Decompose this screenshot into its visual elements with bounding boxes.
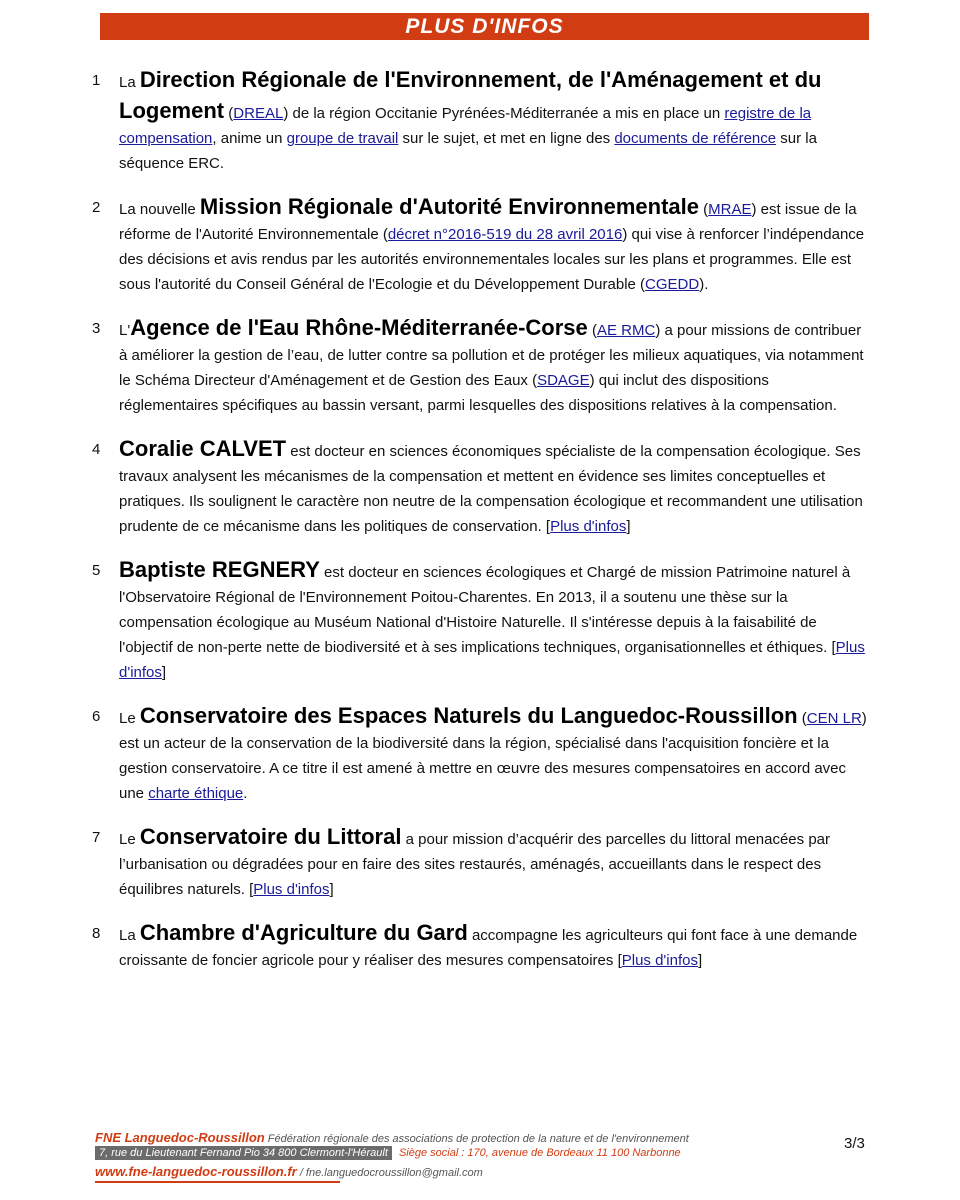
list-item — [92, 433, 872, 539]
item-number: 5 — [92, 562, 101, 579]
list-item — [92, 917, 872, 973]
reference-link[interactable]: Plus d'infos — [119, 639, 865, 681]
reference-link[interactable]: Plus d'infos — [253, 881, 330, 898]
reference-link[interactable]: groupe de travail — [286, 130, 399, 147]
list-item — [92, 554, 872, 685]
text-segment: ) est un acteur de la conservation de la biodiversité dans la région, spécialisé dans l'acquisition foncière et la gestion conservatoire. A ce titre il est amené à mettre en œuvre des mesures compensatoires en accord avec une — [119, 710, 867, 802]
entity-name: Direction Régionale de l'Environnement, de l'Aménagement et du Logement — [119, 67, 822, 123]
text-segment: La nouvelle — [119, 201, 200, 218]
reference-link[interactable]: registre de la compensation — [119, 105, 812, 147]
reference-link[interactable]: décret n°2016-519 du 28 avril 2016 — [387, 226, 623, 243]
text-segment: ( — [224, 105, 234, 122]
footer-underline — [95, 1181, 340, 1183]
text-segment: a pour mission d’acquérir des parcelles du littoral menacées par l’urbanisation ou dégradées pour en faire des sites restaurés, aménagés, accueillants dans le respect des équilibres naturels. [ — [119, 831, 831, 898]
text-segment: ) qui vise à renforcer l’indépendance des décisions et avis rendus par les autorités environnementales locales sur les plans et programmes. Elle est sous l'autorité du Conseil Général de l'Ecologie et du Développement Durable ( — [119, 226, 865, 293]
reference-link[interactable]: DREAL — [233, 105, 284, 122]
item-text — [119, 312, 872, 418]
entity-name: Coralie CALVET — [119, 436, 287, 461]
text-segment: ] — [697, 952, 703, 969]
item-number: 2 — [92, 199, 101, 216]
entity-name: Mission Régionale d'Autorité Environnementale — [199, 194, 699, 219]
reference-link[interactable]: MRAE — [708, 201, 752, 218]
text-segment: ) a pour missions de contribuer à améliorer la gestion de l’eau, de lutter contre sa pollution et de protéger les milieux aquatiques, via notamment le Schéma Directeur d'Aménagement et de Gestion des Eaux ( — [119, 322, 864, 389]
item-number: 7 — [92, 829, 101, 846]
item-text — [119, 554, 872, 685]
item-text — [119, 64, 872, 176]
item-number: 8 — [92, 925, 101, 942]
text-segment: sur le sujet, et met en ligne des — [398, 130, 615, 147]
text-segment: ) qui inclut des dispositions réglementaires spécifiques au bassin versant, parmi lesquelles des dispositions relatives à la compensation. — [119, 372, 837, 414]
text-segment: ( — [797, 710, 807, 727]
item-number: 6 — [92, 708, 101, 725]
footer-org: FNE Languedoc-Roussillon — [95, 1130, 265, 1145]
text-segment: La — [119, 927, 140, 944]
item-number: 1 — [92, 72, 101, 89]
list-item — [92, 64, 872, 176]
list-item — [92, 191, 872, 297]
text-segment: ( — [587, 322, 597, 339]
entity-name: Agence de l'Eau Rhône-Méditerranée-Corse — [130, 315, 588, 340]
list-item — [92, 700, 872, 806]
list-item — [92, 312, 872, 418]
text-segment: sur la séquence ERC. — [119, 130, 817, 172]
reference-link[interactable]: AE RMC — [596, 322, 656, 339]
entity-name: Chambre d'Agriculture du Gard — [139, 920, 468, 945]
text-segment: ) est issue de la réforme de l'Autorité Environnementale ( — [119, 201, 857, 243]
entity-name: Conservatoire des Espaces Naturels du Languedoc-Roussillon — [139, 703, 798, 728]
footer-line-3 — [95, 1164, 483, 1179]
text-segment: La — [119, 74, 140, 91]
list-item — [92, 821, 872, 902]
entity-name: Conservatoire du Littoral — [139, 824, 402, 849]
footer-address: 7, rue du Lieutenant Fernand Pio 34 800 Clermont-l'Hérault — [95, 1146, 392, 1160]
text-segment: est docteur en sciences écologiques et Chargé de mission Patrimoine naturel à l'Observatoire Régional de l'Environnement Poitou-Charentes. En 2013, il a soutenu une thèse sur la compensation écologique au Muséum National d'Histoire Naturelle. Il s'intéresse depuis à la faisabilité de l'objectif de non-perte nette de biodiversité et à ses implications techniques, organisationnelles et éthiques. [ — [119, 564, 851, 656]
item-number: 3 — [92, 320, 101, 337]
item-text — [119, 821, 872, 902]
reference-link[interactable]: CEN LR — [806, 710, 862, 727]
footer-line-1 — [95, 1130, 689, 1145]
footer — [95, 1130, 895, 1190]
text-segment: ] — [329, 881, 334, 898]
reference-link[interactable]: Plus d'infos — [621, 952, 698, 969]
text-segment: ) de la région Occitanie Pyrénées-Méditerranée a mis en place un — [283, 105, 725, 122]
item-text — [119, 191, 872, 297]
footer-website-link[interactable]: www.fne-languedoc-roussillon.fr — [95, 1164, 297, 1179]
item-text — [119, 433, 872, 539]
text-segment: . — [243, 785, 248, 802]
text-segment: ( — [699, 201, 709, 218]
text-segment: Le — [119, 831, 140, 848]
footer-line-2 — [95, 1147, 681, 1159]
info-list — [92, 64, 872, 988]
text-segment: Le — [119, 710, 140, 727]
entity-name: Baptiste REGNERY — [119, 557, 320, 582]
footer-federation: Fédération régionale des associations de protection de la nature et de l'environnement — [267, 1133, 689, 1145]
item-text — [119, 917, 872, 973]
reference-link[interactable]: charte éthique — [148, 785, 244, 802]
footer-email: / fne.languedocroussillon@gmail.com — [299, 1167, 483, 1179]
reference-link[interactable]: SDAGE — [537, 372, 590, 389]
text-segment: accompagne les agriculteurs qui font face à une demande croissante de foncier agricole pour y réaliser des mesures compensatoires [ — [119, 927, 858, 969]
text-segment: ] — [161, 664, 167, 681]
page-number: 3/3 — [844, 1135, 865, 1152]
reference-link[interactable]: Plus d'infos — [550, 518, 627, 535]
item-number: 4 — [92, 441, 101, 458]
text-segment: ] — [626, 518, 631, 535]
text-segment: ). — [699, 276, 709, 293]
text-segment: L' — [119, 322, 131, 339]
text-segment: est docteur en sciences économiques spécialiste de la compensation écologique. Ses travaux analysent les mécanismes de la compensation et mettent en évidence ses limites conceptuelles et pratiques. Ils soulignent le caractère non neutre de la compensation écologique et recommandent une utilisation prudente de ce mécanisme dans les politiques de conservation. [ — [119, 443, 863, 535]
reference-link[interactable]: documents de référence — [614, 130, 777, 147]
section-banner: PLUS D'INFOS — [100, 13, 869, 40]
item-text — [119, 700, 872, 806]
text-segment: , anime un — [212, 130, 287, 147]
reference-link[interactable]: CGEDD — [645, 276, 700, 293]
footer-siege: Siège social : 170, avenue de Bordeaux 11 100 Narbonne — [398, 1147, 681, 1159]
